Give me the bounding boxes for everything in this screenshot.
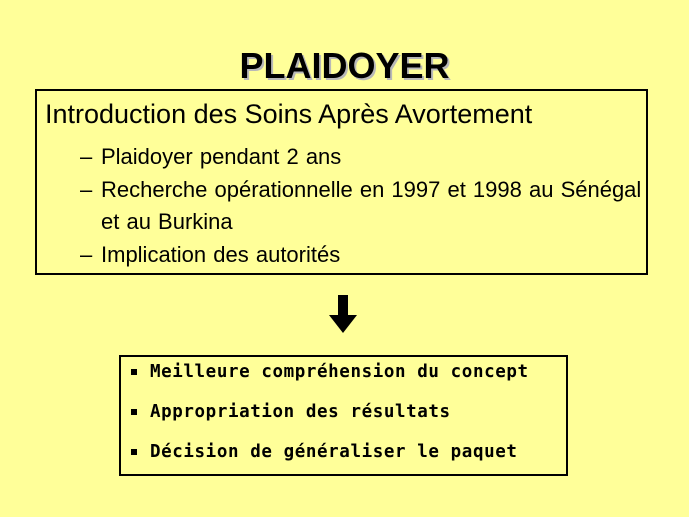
result-text: Décision de généraliser le paquet (150, 442, 518, 462)
context-bullet-list (80, 141, 650, 272)
context-bullet-text: Implication des autorités (101, 242, 341, 267)
context-box (35, 89, 648, 275)
results-list (131, 362, 529, 482)
dash-bullet-icon: – (80, 177, 93, 202)
arrow-down-icon (328, 295, 358, 335)
square-bullet-icon (131, 449, 137, 455)
dash-bullet-icon: – (80, 242, 93, 267)
context-bullet-item (80, 239, 650, 271)
dash-bullet-icon: – (80, 144, 93, 169)
result-item (131, 362, 529, 402)
result-item (131, 402, 529, 442)
context-bullet-text: Plaidoyer pendant 2 ans (101, 144, 342, 169)
context-heading: Introduction des Soins Après Avortement (45, 99, 533, 129)
square-bullet-icon (131, 369, 137, 375)
square-bullet-icon (131, 409, 137, 415)
slide-title: PLAIDOYER (239, 45, 450, 86)
results-box (119, 355, 568, 476)
result-text: Meilleure compréhension du concept (150, 362, 529, 382)
context-bullet-text: Recherche opérationnelle en 1997 et 1998 au Sénégal et au Burkina (101, 177, 642, 234)
result-text: Appropriation des résultats (150, 402, 451, 422)
context-bullet-item (80, 174, 650, 238)
result-item (131, 442, 529, 482)
context-bullet-item (80, 141, 650, 173)
